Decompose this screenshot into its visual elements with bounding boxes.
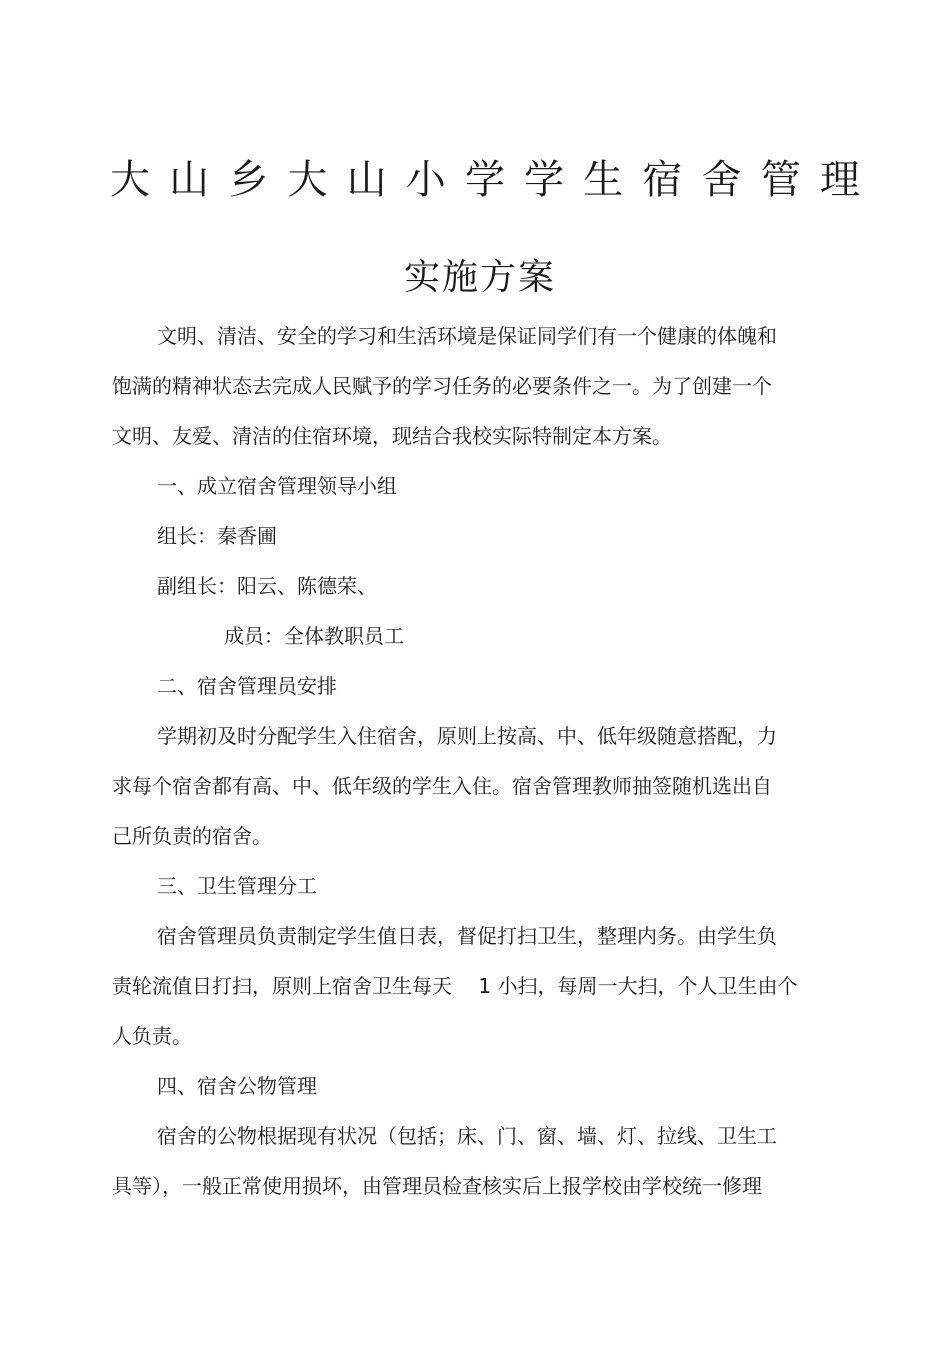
title-char: 大 bbox=[110, 157, 150, 203]
section-4-line-1: 宿舍的公物根据现有状况（包括；床、门、窗、墙、灯、拉线、卫生工 bbox=[157, 1124, 777, 1148]
intro-line-3: 文明、友爱、清洁的住宿环境，现结合我校实际特制定本方案。 bbox=[112, 424, 672, 448]
section-1-heading: 一、成立宿舍管理领导小组 bbox=[157, 474, 397, 498]
section-3-line-2: 责轮流值日打扫，原则上宿舍卫生每天 1 小扫，每周一大扫，个人卫生由个 bbox=[112, 974, 798, 998]
title-char: 学 bbox=[524, 157, 565, 203]
title-char: 管 bbox=[760, 157, 801, 203]
section-2-line-3: 己所负责的宿舍。 bbox=[112, 824, 272, 848]
title-char: 小 bbox=[405, 157, 446, 203]
intro-line-1: 文明、清洁、安全的学习和生活环境是保证同学们有一个健康的体魄和 bbox=[157, 324, 777, 348]
title-char: 乡 bbox=[228, 157, 269, 203]
document-title-line2: 实施方案 bbox=[403, 257, 556, 298]
section-3-line-1: 宿舍管理员负责制定学生值日表，督促打扫卫生，整理内务。由学生负 bbox=[157, 924, 777, 948]
section-2-line-1: 学期初及时分配学生入住宿舍，原则上按高、中、低年级随意搭配，力 bbox=[157, 724, 777, 748]
title-char: 理 bbox=[819, 157, 860, 203]
document-title-line1 bbox=[110, 155, 860, 205]
section-3-heading: 三、卫生管理分工 bbox=[157, 874, 317, 898]
title-char: 宿 bbox=[642, 157, 683, 203]
section-3-line-3: 人负责。 bbox=[112, 1024, 192, 1048]
section-2-heading: 二、宿舍管理员安排 bbox=[157, 674, 337, 698]
title-char: 生 bbox=[583, 157, 624, 203]
intro-line-2: 饱满的精神状态去完成人民赋予的学习任务的必要条件之一。为了创建一个 bbox=[112, 374, 772, 398]
section-4-heading: 四、宿舍公物管理 bbox=[157, 1074, 317, 1098]
title-char: 大 bbox=[287, 157, 328, 203]
deputy-leader: 副组长：阳云、陈德荣、 bbox=[157, 574, 377, 598]
group-leader: 组长：秦香圃 bbox=[157, 524, 277, 548]
section-4-line-2: 具等），一般正常使用损坏，由管理员检查核实后上报学校由学校统一修理 bbox=[112, 1174, 762, 1198]
title-char: 山 bbox=[346, 157, 387, 203]
title-char: 舍 bbox=[701, 157, 742, 203]
title-char: 学 bbox=[464, 157, 505, 203]
section-2-line-2: 求每个宿舍都有高、中、低年级的学生入住。宿舍管理教师抽签随机选出自 bbox=[112, 774, 772, 798]
group-members: 成员：全体教职员工 bbox=[224, 624, 404, 648]
title-char: 山 bbox=[169, 157, 210, 203]
